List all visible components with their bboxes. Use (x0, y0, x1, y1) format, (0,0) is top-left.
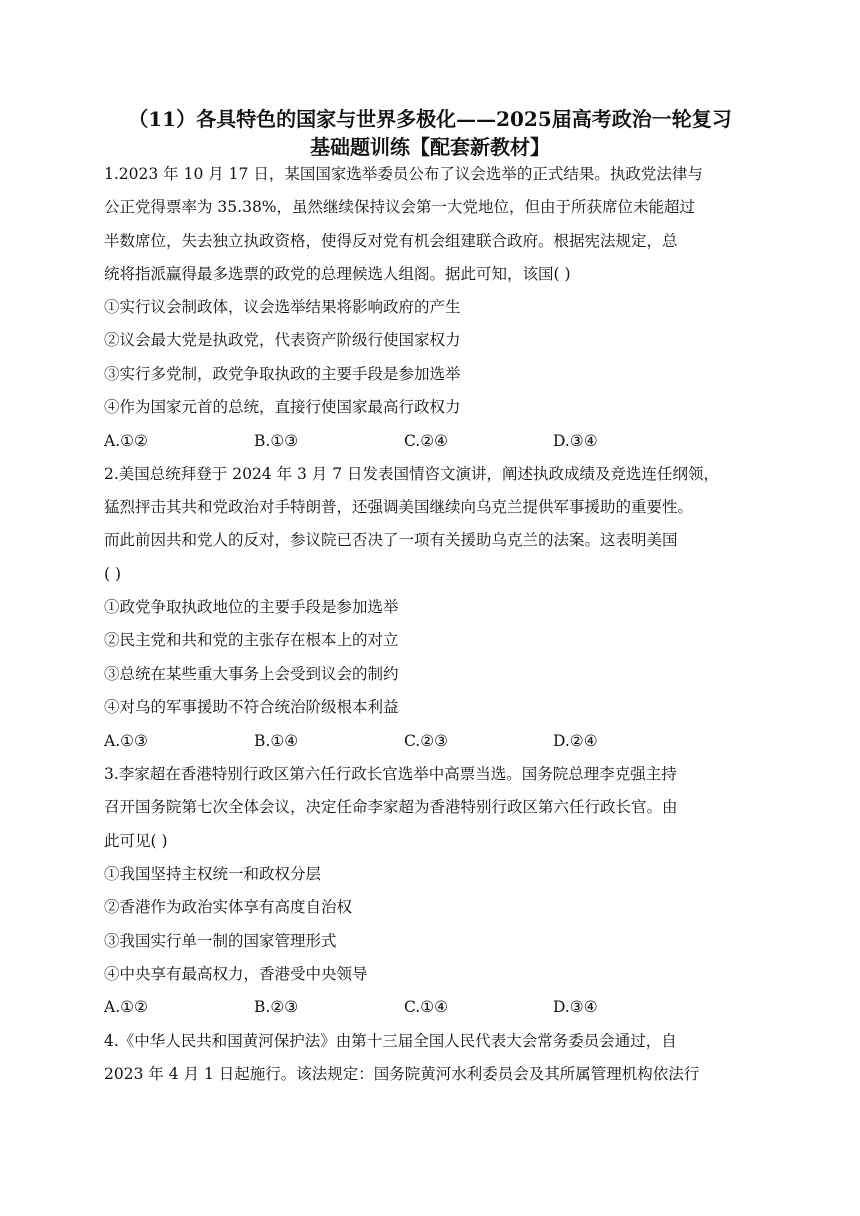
q3-stem-line: 此可见( ) (104, 832, 168, 850)
q1-option-a[interactable]: A.①② (104, 432, 148, 450)
q3-statement: ①我国坚持主权统一和政权分层 (104, 865, 322, 883)
q2-stem-line: 猛烈抨击其共和党政治对手特朗普，还强调美国继续向乌克兰提供军事援助的重要性。 (104, 498, 694, 516)
q1-statement: ④作为国家元首的总统，直接行使国家最高行政权力 (104, 398, 461, 416)
q2-option-b[interactable]: B.①④ (254, 732, 299, 750)
q2-option-c[interactable]: C.②③ (404, 732, 449, 750)
q3-option-a[interactable]: A.①② (104, 998, 148, 1016)
q1-statement: ②议会最大党是执政党，代表资产阶级行使国家权力 (104, 331, 461, 349)
q3-statement: ④中央享有最高权力，香港受中央领导 (104, 965, 368, 983)
q3-option-c[interactable]: C.①④ (404, 998, 449, 1016)
q1-statement: ①实行议会制政体，议会选举结果将影响政府的产生 (104, 298, 461, 316)
doc-title-line1: （11）各具特色的国家与世界多极化——2025届高考政治一轮复习 (128, 107, 732, 131)
q2-statement: ③总统在某些重大事务上会受到议会的制约 (104, 665, 399, 683)
q1-stem-line: 1.2023 年 10 月 17 日，某国国家选举委员公布了议会选举的正式结果。执政党法律与 (104, 165, 703, 183)
q4-stem-line: 4.《中华人民共和国黄河保护法》由第十三届全国人民代表大会常务委员会通过，自 (104, 1032, 677, 1050)
q1-stem-line: 半数席位，失去独立执政资格，使得反对党有机会组建联合政府。根据宪法规定，总 (104, 232, 678, 250)
q1-option-b[interactable]: B.①③ (254, 432, 299, 450)
q3-stem-line: 召开国务院第七次全体会议，决定任命李家超为香港特别行政区第六任行政长官。由 (104, 798, 678, 816)
q3-option-d[interactable]: D.③④ (553, 998, 598, 1016)
q3-stem-line: 3.李家超在香港特别行政区第六任行政长官选举中高票当选。国务院总理李克强主持 (104, 765, 677, 783)
q1-stem-line: 统将指派赢得最多选票的政党的总理候选人组阁。据此可知，该国( ) (104, 265, 571, 283)
q1-option-d[interactable]: D.③④ (553, 432, 598, 450)
q2-option-d[interactable]: D.②④ (553, 732, 598, 750)
q3-statement: ②香港作为政治实体享有高度自治权 (104, 898, 353, 916)
q2-statement: ④对乌的军事援助不符合统治阶级根本利益 (104, 698, 399, 716)
q2-statement: ②民主党和共和党的主张存在根本上的对立 (104, 631, 399, 649)
q3-statement: ③我国实行单一制的国家管理形式 (104, 932, 337, 950)
q2-stem-line: 而此前因共和党人的反对，参议院已否决了一项有关援助乌克兰的法案。这表明美国 (104, 531, 678, 549)
q2-stem-line: ( ) (104, 565, 122, 583)
q1-statement: ③实行多党制，政党争取执政的主要手段是参加选举 (104, 365, 461, 383)
q1-stem-line: 公正党得票率为 35.38%，虽然继续保持议会第一大党地位，但由于所获席位未能超过 (104, 198, 696, 216)
q3-option-b[interactable]: B.②③ (254, 998, 299, 1016)
q2-option-a[interactable]: A.①③ (104, 732, 148, 750)
q1-option-c[interactable]: C.②④ (404, 432, 449, 450)
q4-stem-line: 2023 年 4 月 1 日起施行。该法规定：国务院黄河水利委员会及其所属管理机构依法行 (104, 1065, 700, 1083)
q2-stem-line: 2.美国总统拜登于 2024 年 3 月 7 日发表国情咨文演讲，阐述执政成绩及竞选连任纲领， (104, 465, 720, 483)
q2-statement: ①政党争取执政地位的主要手段是参加选举 (104, 598, 399, 616)
doc-title-line2: 基础题训练【配套新教材】 (310, 135, 550, 159)
